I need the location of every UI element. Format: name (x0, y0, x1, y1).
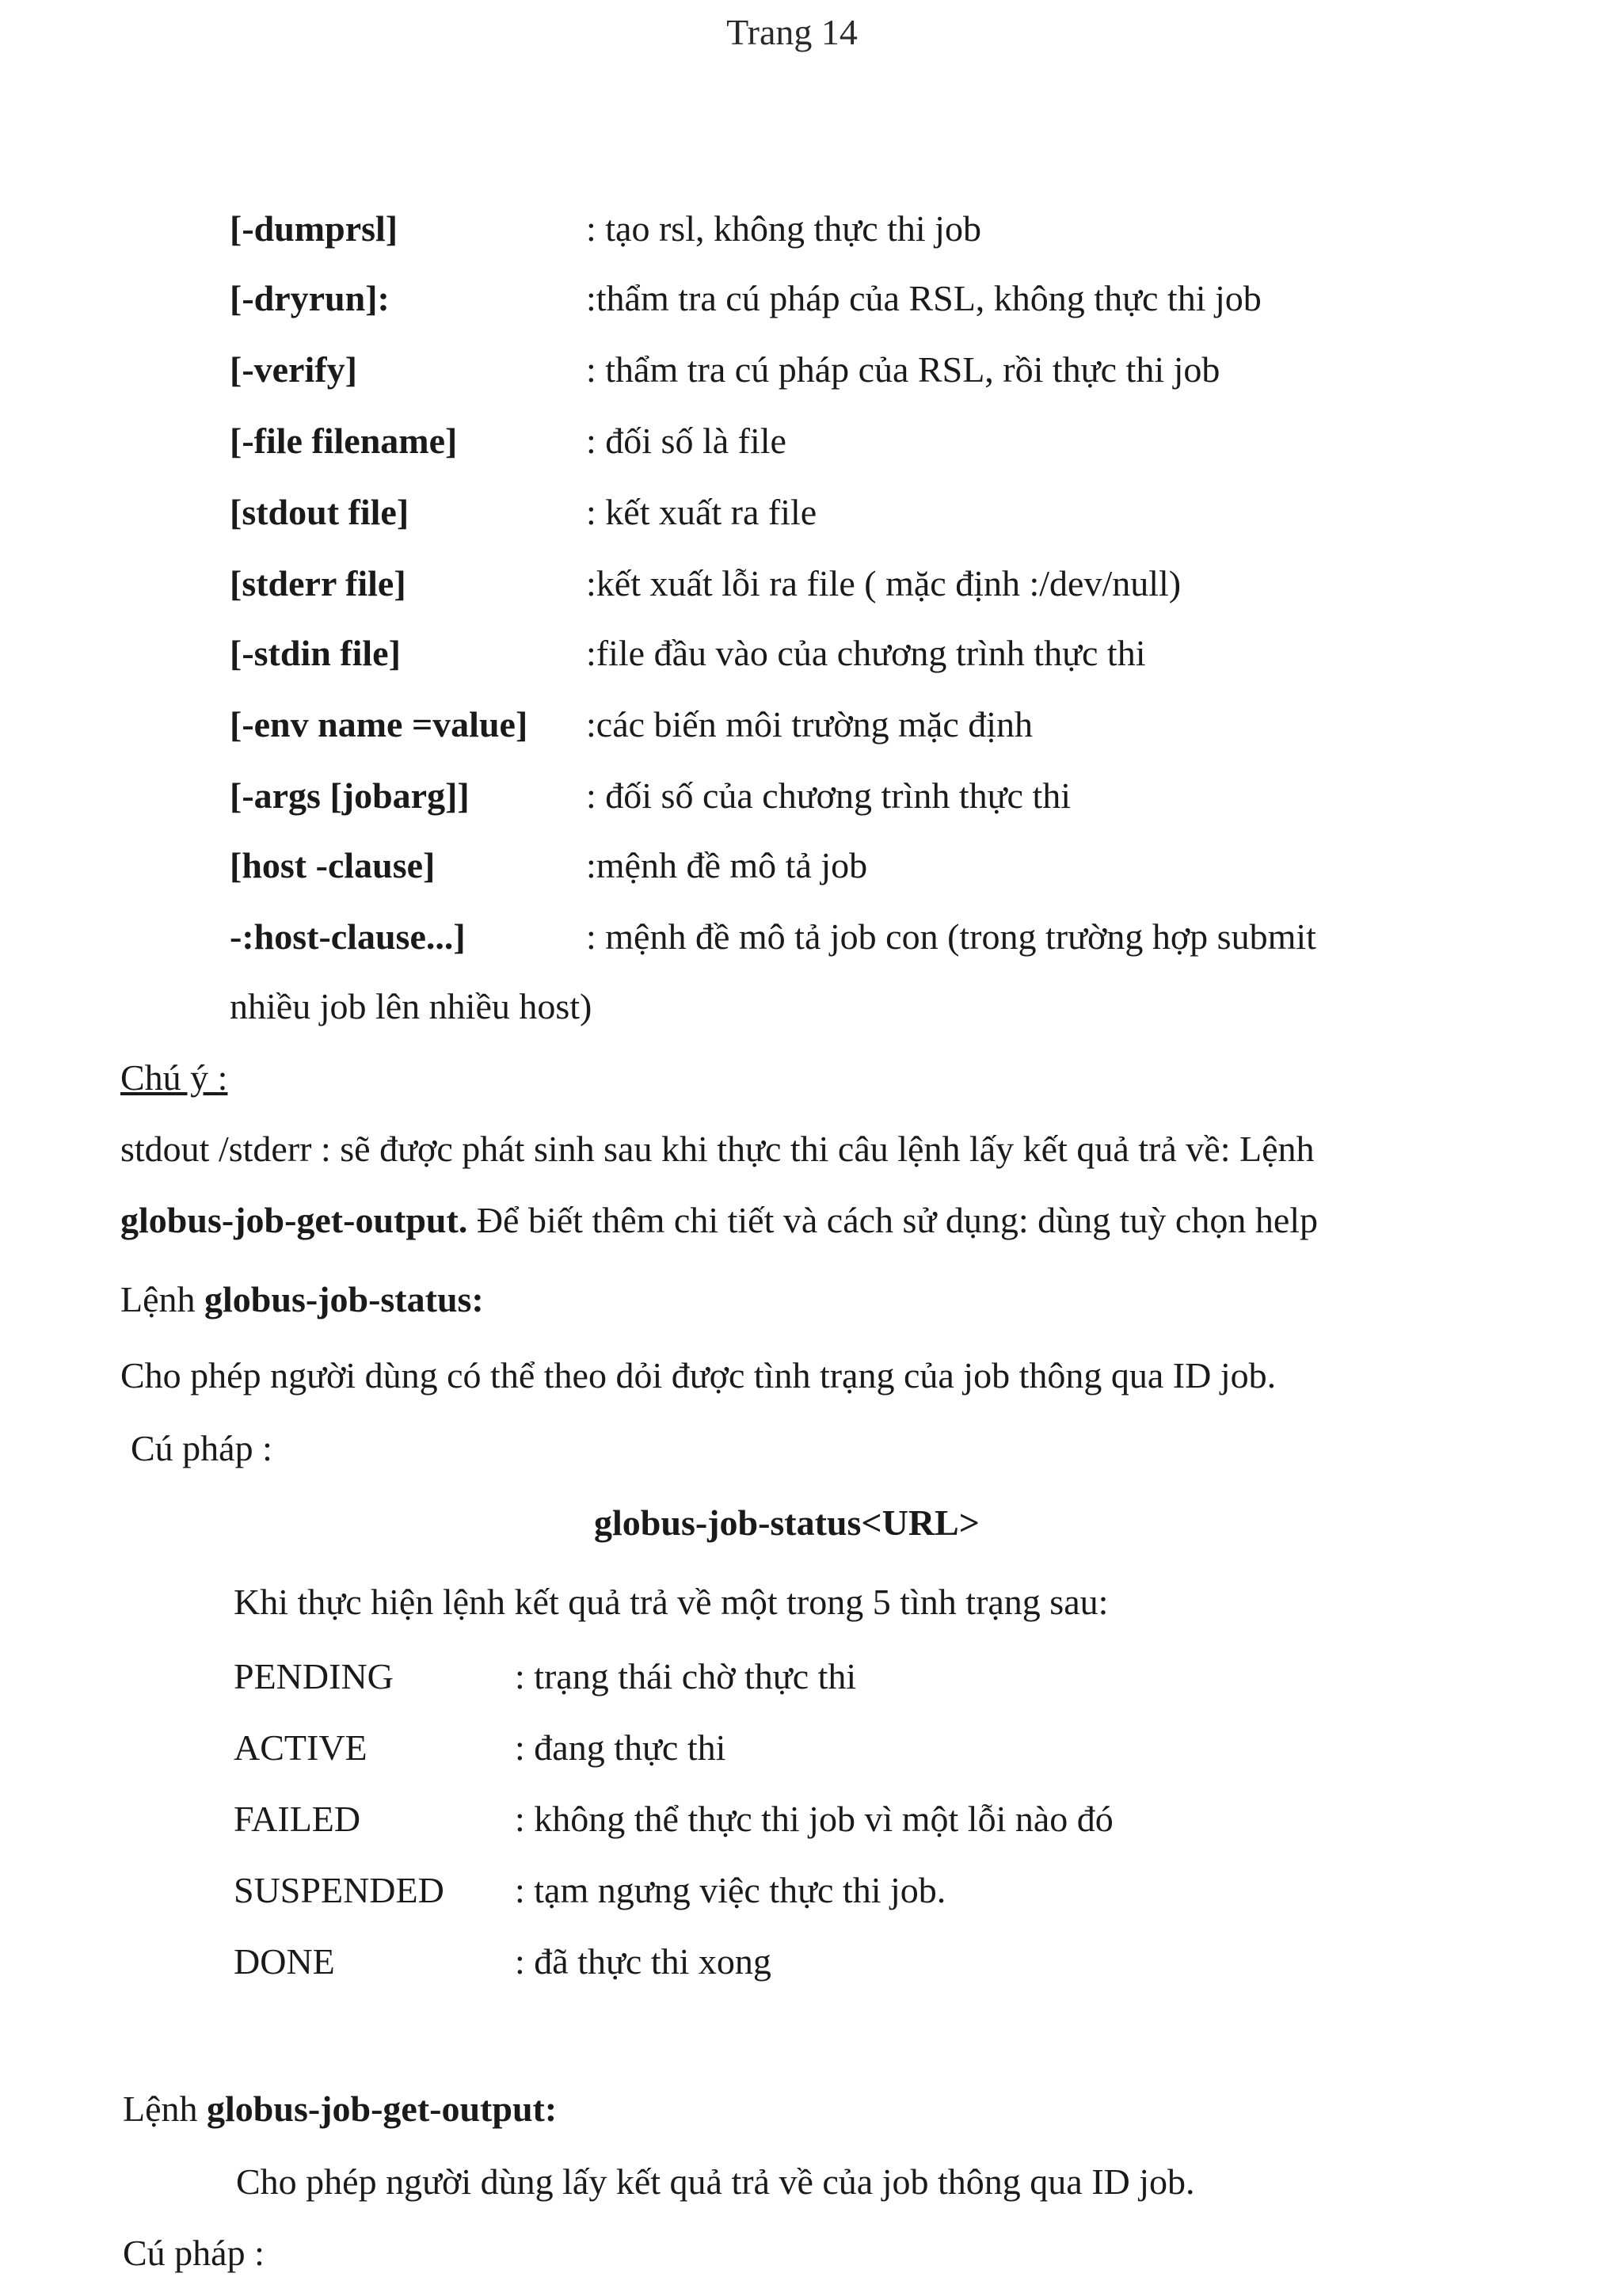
option-desc: :các biến môi trường mặc định (586, 704, 1034, 744)
section-description: Cho phép người dùng có thể theo dỏi được tình trạng của job thông qua ID job. (120, 1355, 1277, 1395)
option-key: [-dryrun]: (230, 278, 390, 318)
option-row (230, 491, 1465, 546)
option-key: [-file filename] (230, 421, 458, 461)
option-continuation: nhiều job lên nhiều host) (230, 986, 592, 1026)
note-text: Để biết thêm chi tiết và cách sử dụng: dùng tuỳ chọn help (467, 1200, 1319, 1240)
option-desc: : đối số của chương trình thực thi (586, 775, 1072, 816)
status-name: SUSPENDED (234, 1870, 444, 1910)
result-intro: Khi thực hiện lệnh kết quả trả về một trong 5 tình trạng sau: (234, 1582, 1109, 1622)
status-desc: : không thể thực thi job vì một lỗi nào đó (515, 1799, 1114, 1839)
status-row (234, 1655, 1342, 1711)
section-heading (123, 2088, 557, 2130)
option-row (230, 916, 1465, 971)
option-desc: : mệnh đề mô tả job con (trong trường hợp submit (586, 916, 1316, 957)
heading-prefix: Lệnh (123, 2088, 208, 2129)
option-row (230, 348, 1465, 404)
section-description: Cho phép người dùng lấy kết quả trả về của job thông qua ID job. (236, 2161, 1195, 2202)
status-name: DONE (234, 1941, 335, 1982)
option-desc: : thẩm tra cú pháp của RSL, rồi thực thi job (586, 349, 1220, 390)
option-row (230, 844, 1465, 900)
option-key: [-env name =value] (230, 704, 528, 744)
option-row (230, 562, 1465, 618)
status-name: FAILED (234, 1799, 361, 1839)
option-key: [host -clause] (230, 845, 436, 885)
option-key: [-args [jobarg]] (230, 775, 470, 816)
note-line: stdout /stderr : sẽ được phát sinh sau khi thực thi câu lệnh lấy kết quả trả về: Lệnh (120, 1129, 1315, 1169)
command-name: globus-job-status: (204, 1279, 484, 1319)
option-key: [stderr file] (230, 563, 406, 604)
command-name: globus-job-get-output: (207, 2088, 558, 2129)
status-desc: : đã thực thi xong (515, 1941, 771, 1982)
option-desc: :kết xuất lỗi ra file ( mặc định :/dev/null) (586, 563, 1182, 604)
note-line (120, 1199, 1318, 1241)
option-desc: :file đầu vào của chương trình thực thi (586, 633, 1146, 673)
option-key: [-verify] (230, 349, 357, 390)
option-key: -:host-clause...] (230, 916, 466, 957)
page-number: Trang 14 (726, 12, 858, 52)
status-row (234, 1869, 1342, 1925)
option-desc: :mệnh đề mô tả job (586, 845, 868, 885)
status-row (234, 1727, 1342, 1782)
note-title: Chú ý : (120, 1057, 228, 1098)
status-row (234, 1940, 1342, 1996)
option-row (230, 775, 1465, 830)
option-desc: :thẩm tra cú pháp của RSL, không thực thi job (586, 278, 1262, 318)
command-name: globus-job-get-output. (120, 1200, 468, 1240)
option-desc: : kết xuất ra file (586, 492, 817, 532)
option-key: [-dumprsl] (230, 208, 398, 249)
syntax-label: Cú pháp : (123, 2233, 265, 2273)
status-row (234, 1798, 1342, 1853)
option-row (230, 277, 1465, 333)
syntax-command: globus-job-status<URL> (594, 1502, 980, 1543)
heading-prefix: Lệnh (120, 1279, 205, 1319)
option-key: [-stdin file] (230, 633, 401, 673)
option-row (230, 703, 1465, 759)
option-row (230, 632, 1465, 687)
section-heading (120, 1278, 484, 1320)
option-row (230, 420, 1465, 475)
option-desc: : tạo rsl, không thực thi job (586, 208, 981, 249)
status-desc: : đang thực thi (515, 1727, 726, 1768)
status-name: PENDING (234, 1656, 394, 1696)
syntax-label: Cú pháp : (131, 1428, 272, 1468)
option-desc: : đối số là file (586, 421, 786, 461)
status-name: ACTIVE (234, 1727, 367, 1768)
option-key: [stdout file] (230, 492, 409, 532)
option-row (230, 208, 1465, 263)
status-desc: : trạng thái chờ thực thi (515, 1656, 857, 1696)
status-desc: : tạm ngưng việc thực thi job. (515, 1870, 946, 1910)
